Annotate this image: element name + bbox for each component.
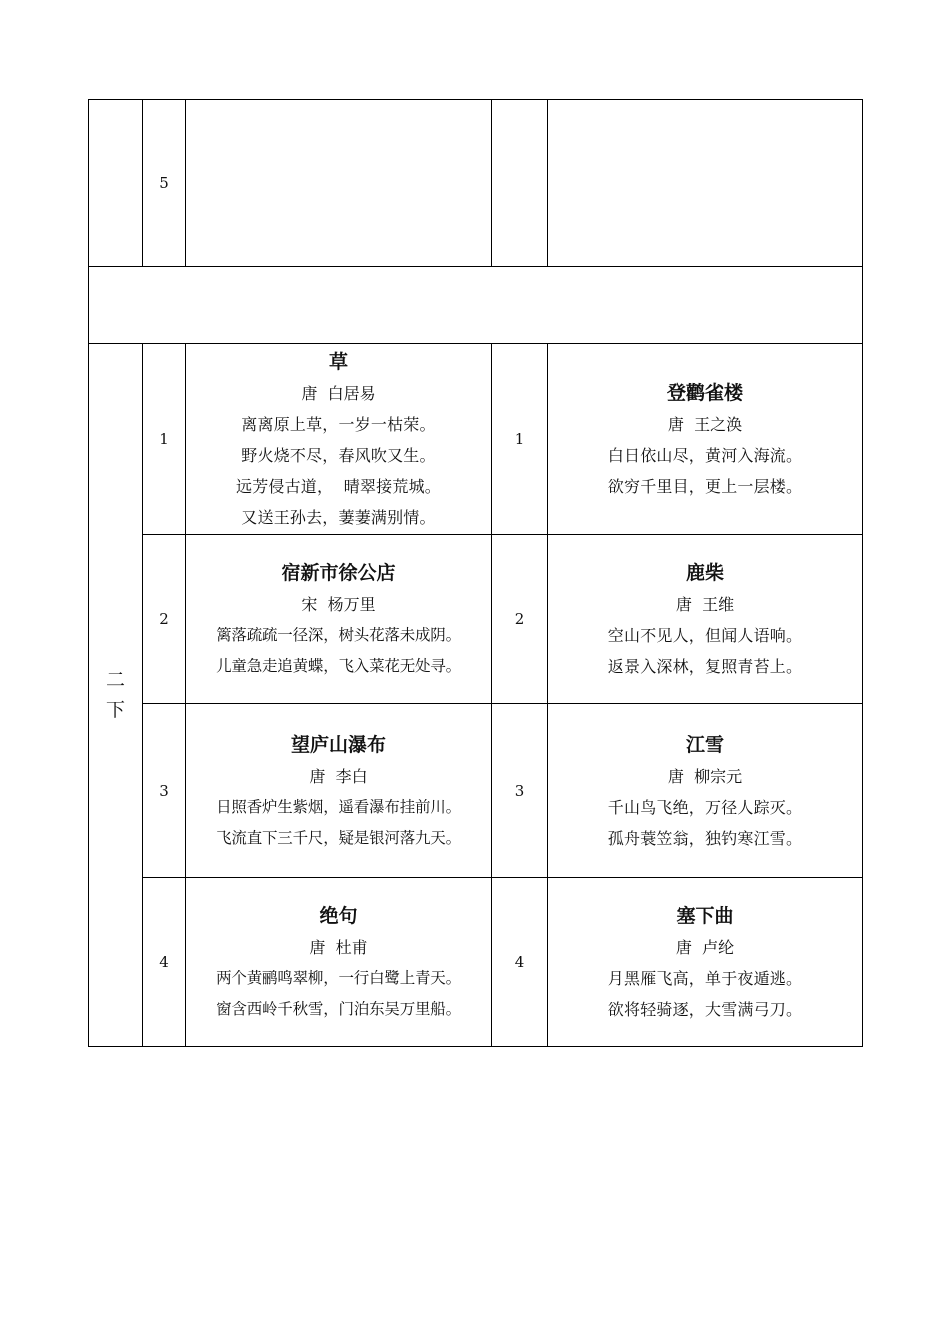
row-number: 4: [492, 878, 548, 1047]
poem-table: [88, 99, 863, 1047]
poem-cell: [548, 704, 863, 878]
poem-title: 绝句: [319, 905, 358, 927]
poem-line: 又送王孙去，萋萋满别情。: [241, 508, 436, 527]
poem-cell: [548, 535, 863, 704]
grade-label: [89, 344, 143, 1047]
row-number: 3: [143, 704, 186, 878]
poem-line: 欲穷千里目，更上一层楼。: [607, 477, 803, 496]
poem-author: 唐 李白: [309, 766, 368, 786]
poem-author: 唐 王维: [675, 595, 735, 614]
poem-line: 返景入深林，复照青苔上。: [607, 657, 803, 676]
table-row: [89, 878, 863, 1047]
poem-line: 飞流直下三千尺，疑是银河落九天。: [216, 828, 461, 847]
poem-author: 唐 杜甫: [309, 938, 368, 957]
poem-cell-empty: [186, 100, 492, 267]
poem-line: 窗含西岭千秋雪，门泊东吴万里船。: [216, 1000, 461, 1018]
poem-line: 空山不见人，但闻人语响。: [607, 626, 803, 645]
poem-title: 塞下曲: [676, 905, 734, 927]
poem-line: 野火烧不尽，春风吹又生。: [241, 446, 436, 465]
table-row: [89, 704, 863, 878]
poem-line: 两个黄鹂鸣翠柳，一行白鹭上青天。: [216, 969, 461, 987]
row-number: 2: [492, 535, 548, 704]
poem-line: 远芳侵古道， 晴翠接荒城。: [236, 477, 441, 496]
poem-title: 鹿柴: [685, 562, 724, 584]
poem-line: 离离原上草，一岁一枯荣。: [241, 415, 436, 434]
row-number: 3: [492, 704, 548, 878]
poem-cell: [186, 704, 492, 878]
grade-char: 二: [105, 669, 125, 691]
blank-cell: [89, 267, 863, 344]
table-row: [89, 535, 863, 704]
poem-line: 孤舟蓑笠翁，独钓寒江雪。: [607, 828, 803, 848]
poem-line: 儿童急走追黄蝶，飞入菜花无处寻。: [216, 657, 461, 675]
poem-cell: [186, 535, 492, 704]
poem-line: 欲将轻骑逐，大雪满弓刀。: [607, 1000, 803, 1019]
poem-line: 篱落疏疏一径深，树头花落未成阴。: [216, 626, 461, 644]
row-number: 5: [143, 100, 186, 267]
row-number: 1: [143, 344, 186, 535]
poem-title: 宿新市徐公店: [281, 562, 396, 584]
poem-title: 草: [328, 351, 348, 373]
row-number: 1: [492, 344, 548, 535]
poem-line: 白日依山尽，黄河入海流。: [607, 446, 803, 465]
poem-cell: [548, 344, 863, 535]
table-row: [89, 344, 863, 535]
table-row: [89, 100, 863, 267]
poem-line: 千山鸟飞绝，万径人踪灭。: [607, 797, 803, 817]
poem-author: 唐 白居易: [301, 384, 376, 403]
row-number-empty: [492, 100, 548, 267]
poem-title: 登鹳雀楼: [666, 382, 743, 404]
poem-author: 唐 柳宗元: [667, 766, 743, 786]
poem-author: 唐 王之涣: [667, 415, 743, 434]
poem-author: 宋 杨万里: [301, 595, 376, 614]
blank-separator-row: [89, 267, 863, 344]
row-number: 4: [143, 878, 186, 1047]
poem-title: 望庐山瀑布: [290, 733, 386, 756]
row-number: 2: [143, 535, 186, 704]
poem-line: 日照香炉生紫烟，遥看瀑布挂前川。: [216, 797, 461, 816]
poem-cell-empty: [548, 100, 863, 267]
poem-line: 月黑雁飞高，单于夜遁逃。: [607, 969, 803, 988]
grade-cell-empty: [89, 100, 143, 267]
poem-author: 唐 卢纶: [675, 938, 735, 957]
poem-cell: [186, 878, 492, 1047]
poem-title: 江雪: [685, 733, 724, 756]
poem-cell: [548, 878, 863, 1047]
poem-cell: [186, 344, 492, 535]
grade-char: 下: [105, 699, 125, 721]
